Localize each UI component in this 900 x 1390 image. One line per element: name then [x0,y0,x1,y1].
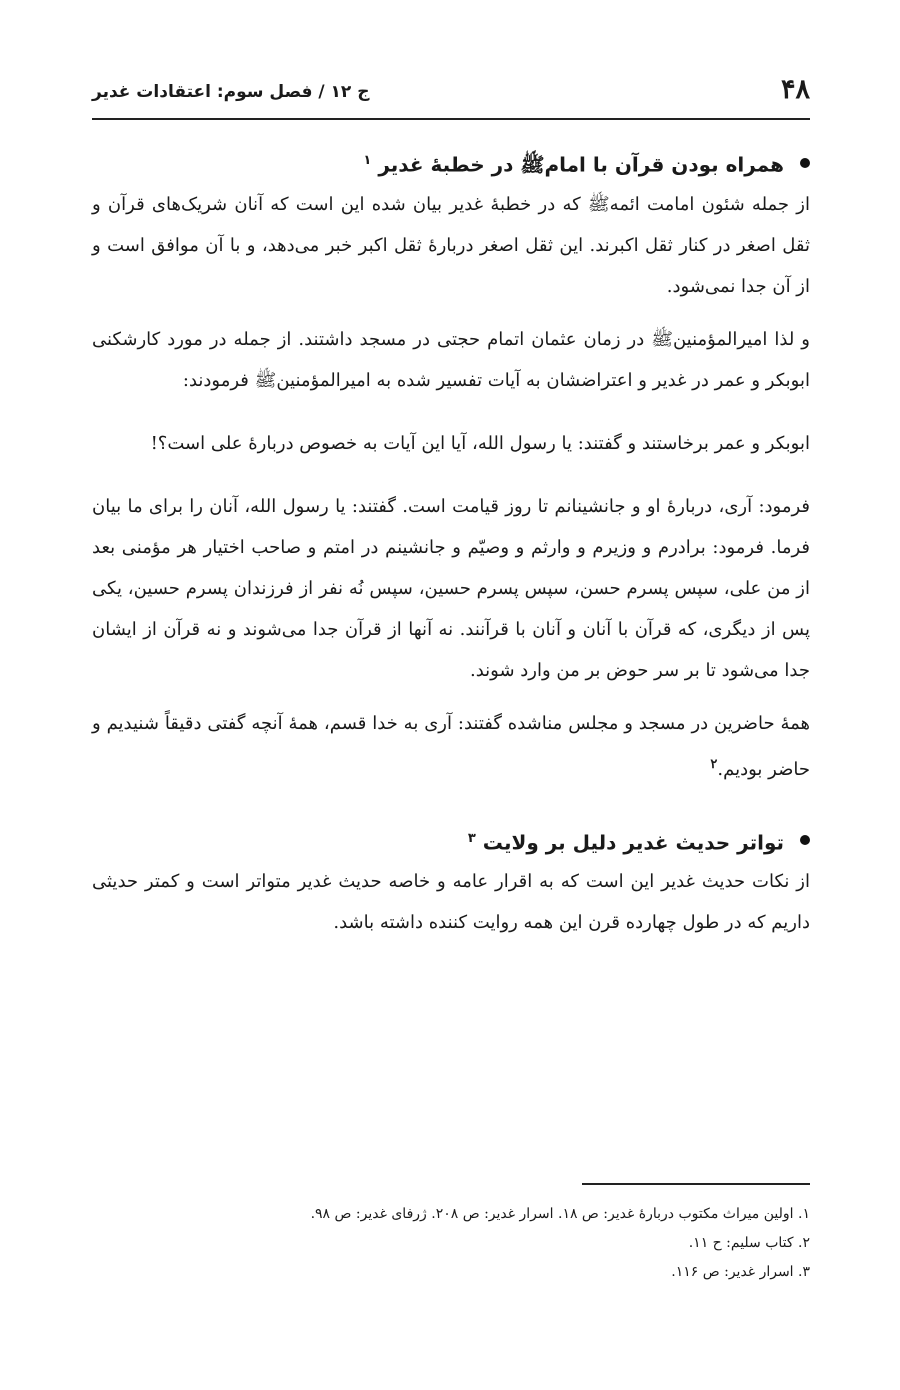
footnote-1: ۱. اولین میراث مکتوب دربارهٔ غدیر: ص ۱۸. اسرار غدیر: ص ۲۰۸. ژرفای غدیر: ص ۹۸. [310,1206,810,1222]
page-header [92,70,810,120]
footnote-mark-1: ۱ [363,153,372,168]
page-body [92,142,810,943]
paragraph-3: ابوبکر و عمر برخاستند و گفتند: یا رسول الله، آیا این آیات به خصوص دربارهٔ علی است؟! [150,432,810,454]
paragraph-4: فرمود: آری، دربارهٔ او و جانشینانم تا روز قیامت است. گفتند: یا رسول الله، آنان را برای ما بیان فرما. فرمود: برادرم و وزیرم و وارثم و وصیّم و جانشینم در امتم و صاحب اختیار هر مؤمنی بعد از من علی، سپس پسرم حسن، سپس پسرم حسین، سپس نُه نفر از فرزندان پسرم حسین، یکی پس از دیگری، که قرآن با آنان و آنان با قرآنند. نه آنها از قرآن جدا می‌شوند و نه قرآن از ایشان جدا می‌شود تا بر سر حوض بر من وارد شوند. [92,495,811,681]
page-number: ۴۸ [780,74,810,105]
footnote-divider [582,1183,810,1185]
bullet-icon [800,158,810,168]
footnotes [92,1200,810,1287]
section-heading-1-text: همراه بودن قرآن با امام‌ﷺ در خطبهٔ غدیر [378,152,784,177]
footnote-2: ۲. کتاب سلیم: ح ۱۱. [688,1235,810,1251]
footnote-mark-3: ۳ [467,830,476,846]
section-heading-2-text: تواتر حدیث غدیر دلیل بر ولایت [482,830,784,855]
footnote-3: ۳. اسرار غدیر: ص ۱۱۶. [671,1264,810,1280]
running-head: ج ۱۲ / فصل سوم: اعتقادات غدیر [92,82,370,102]
paragraph-2: و لذا امیرالمؤمنین‌ﷺ در زمان عثمان اتمام حجتی در مسجد داشتند. از جمله در مورد کارشکنی ابوبکر و عمر در غدیر و اعتراضشان به آیات تفسیر شده به امیرالمؤمنین‌ﷺ فرمودند: [92,328,810,391]
paragraph-5 [92,703,810,790]
bullet-icon [800,835,810,845]
footnote-mark-2: ۲ [710,756,718,772]
paragraph-6: از نکات حدیث غدیر این است که به اقرار عامه و خاصه حدیث غدیر متواتر است و کمتر حدیثی داریم که در طول چهارده قرن این همه روایت کننده داشته باشد. [92,871,810,934]
book-page [92,0,810,1390]
paragraph-5-text: همهٔ حاضرین در مسجد و مجلس مناشده گفتند: آری به خدا قسم، همهٔ آنچه گفتی دقیقاً شنیدیم و حاضر بودیم. [92,712,810,780]
paragraph-1: از جمله شئون امامت ائمه‌ﷺ که در خطبهٔ غدیر بیان شده این است که آنان شریک‌های قرآن و ثقل اصغر در کنار ثقل اکبرند. این ثقل اصغر دربارهٔ ثقل اکبر خبر می‌دهد، و با آن موافق است و از آن جدا نمی‌شود. [92,193,810,297]
section-heading-2 [92,820,810,862]
section-heading-1 [92,142,810,184]
